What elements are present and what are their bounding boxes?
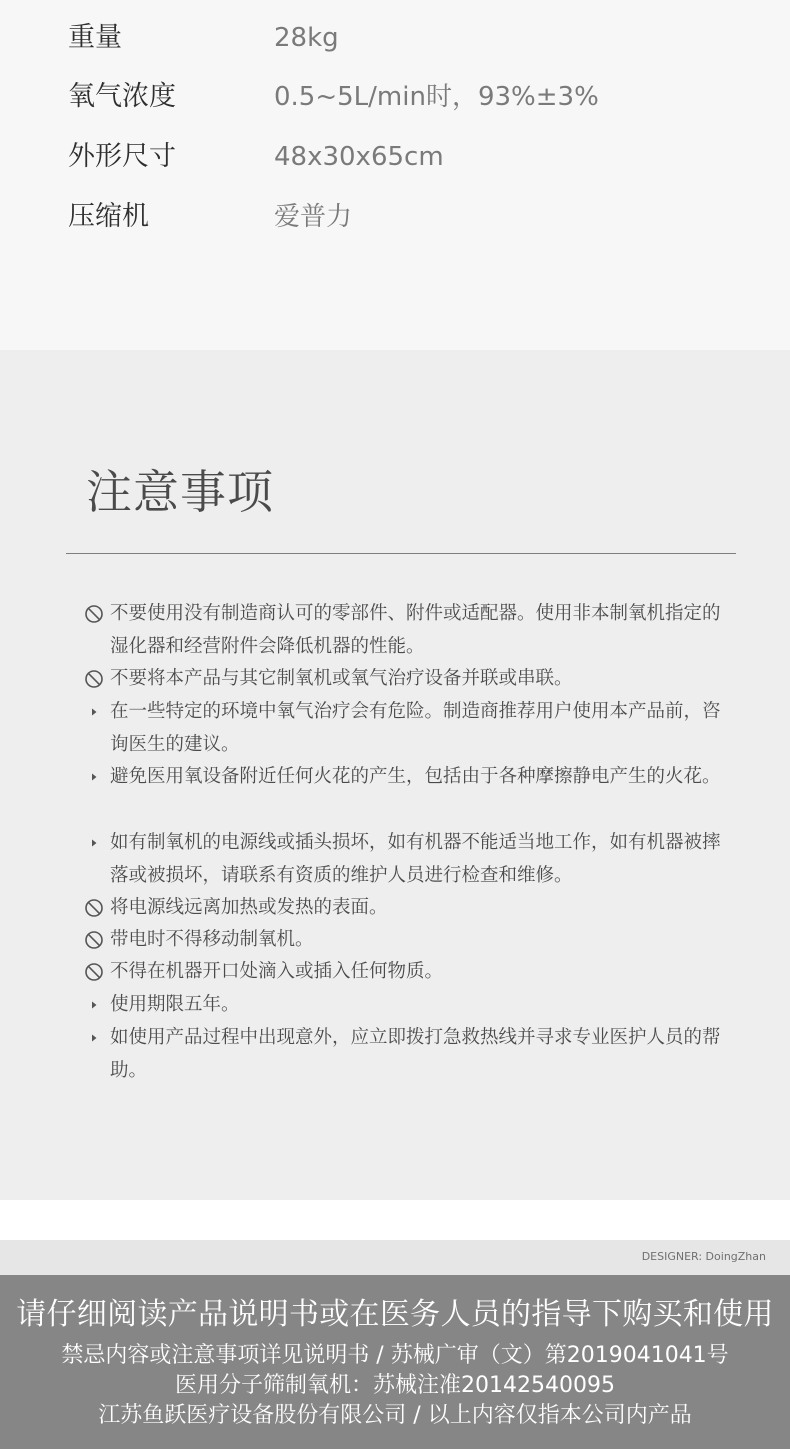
notice-text: 不要将本产品与其它制氧机或氧气治疗设备并联或串联。 xyxy=(110,668,573,689)
footer-line-approval: 禁忌内容或注意事项详见说明书 / 苏械广审（文）第2019041041号 xyxy=(61,1343,729,1368)
arrow-icon xyxy=(82,761,106,793)
notice-divider xyxy=(66,553,736,554)
footer-line-company: 江苏鱼跃医疗设备股份有限公司 / 以上内容仅指本公司内产品 xyxy=(98,1403,692,1428)
arrow-icon xyxy=(82,696,106,728)
designer-band xyxy=(0,1240,790,1275)
arrow-icon xyxy=(82,1022,106,1054)
prohibited-icon xyxy=(82,924,106,956)
spec-value: 0.5~5L/min时，93%±3% xyxy=(274,82,599,112)
spec-label: 氧气浓度 xyxy=(68,81,176,112)
notice-text: 避免医用氧设备附近任何火花的产生，包括由于各种摩擦静电产生的火花。 xyxy=(110,766,721,787)
spec-label: 外形尺寸 xyxy=(68,141,176,172)
arrow-icon xyxy=(82,827,106,859)
prohibited-icon xyxy=(82,663,106,695)
notice-text: 将电源线远离加热或发热的表面。 xyxy=(110,897,388,918)
notice-text: 不得在机器开口处滴入或插入任何物质。 xyxy=(110,961,444,982)
spec-row-compressor xyxy=(0,197,790,237)
footer-line-registration: 医用分子筛制氧机：苏械注准20142540095 xyxy=(175,1373,615,1398)
arrow-icon xyxy=(82,989,106,1021)
prohibited-icon xyxy=(82,956,106,988)
spec-row-weight xyxy=(0,18,790,58)
notice-text: 使用期限五年。 xyxy=(110,994,240,1015)
designer-credit: DESIGNER: DoingZhan xyxy=(641,1250,766,1263)
notice-text: 如使用产品过程中出现意外，应立即拨打急救热线并寻求专业医护人员的帮助。 xyxy=(110,1027,721,1081)
spec-value: 爱普力 xyxy=(274,202,353,232)
spec-value: 48x30x65cm xyxy=(274,142,444,172)
specs-section xyxy=(0,0,790,350)
spec-value: 28kg xyxy=(274,23,339,53)
notice-text: 带电时不得移动制氧机。 xyxy=(110,929,314,950)
notice-text: 在一些特定的环境中氧气治疗会有危险。制造商推荐用户使用本产品前，咨询医生的建议。 xyxy=(110,701,721,755)
footer-main-notice: 请仔细阅读产品说明书或在医务人员的指导下购买和使用 xyxy=(16,1297,774,1332)
spec-row-dimensions xyxy=(0,137,790,177)
spec-row-oxygen-concentration xyxy=(0,77,790,117)
notice-title: 注意事项 xyxy=(86,465,274,519)
prohibited-icon xyxy=(82,892,106,924)
notice-text: 不要使用没有制造商认可的零部件、附件或适配器。使用非本制氧机指定的湿化器和经营附件会降低机器的性能。 xyxy=(110,603,721,657)
spec-label: 重量 xyxy=(68,22,122,53)
notice-section xyxy=(0,350,790,1200)
spec-label: 压缩机 xyxy=(68,201,149,232)
footer xyxy=(0,1275,790,1449)
notice-text: 如有制氧机的电源线或插头损坏，如有机器不能适当地工作，如有机器被摔落或被损坏，请联系有资质的维护人员进行检查和维修。 xyxy=(110,832,721,886)
prohibited-icon xyxy=(82,598,106,630)
